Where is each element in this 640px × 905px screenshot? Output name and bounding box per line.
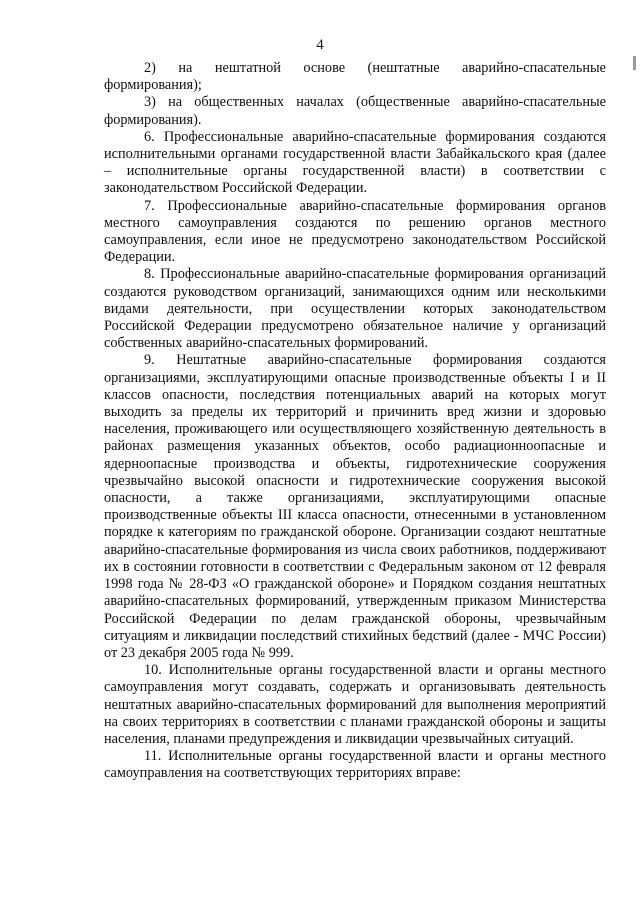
paragraph-clause-9: 9. Нештатные аварийно-спасательные формирования создаются организациями, эксплуатирующими опасные производственные объекты I и II классов опасности, последствия потенциальных аварий на которых могут выходить за пределы их территорий и причинить вред жизни и здоровью населения, проживающего или осуществляющего хозяйственную деятельность в районах размещения указанных объектов, особо радиационноопасные и ядерноопасные производства и объекты, гидротехнические сооружения чрезвычайно высокой опасности и гидротехнические сооружения высокой опасности, а также организациями, эксплуатирующими опасные производственные объекты III класса опасности, отнесенными в установленном порядке к категориям по гражданской обороне. Организации создают нештатные аварийно-спасательные формирования из числа своих работников, поддерживают их в состоянии готовности в соответствии с Федеральным законом от 12 февраля 1998 года № 28-ФЗ «О гражданской обороне» и Порядком создания нештатных аварийно-спасательных формирований, утвержденным приказом Министерства Российской Федерации по делам гражданской обороны, чрезвычайным ситуациям и ликвидации последствий стихийных бедствий (далее - МЧС России) от 23 декабря 2005 года № 999. (104, 352, 606, 661)
paragraph-clause-7: 7. Профессиональные аварийно-спасательные формирования органов местного самоуправления создаются по решению органов местного самоуправления, если иное не предусмотрено законодательством Российской Федерации. (104, 197, 606, 266)
paragraph-item-2: 2) на нештатной основе (нештатные аварийно-спасательные формирования); (104, 60, 606, 94)
scan-edge-mark (633, 56, 636, 70)
paragraph-clause-8: 8. Профессиональные аварийно-спасательные формирования организаций создаются руководством организаций, занимающихся одним или несколькими видами деятельности, при осуществлении которых законодательством Российской Федерации предусмотрено обязательное наличие у организаций собственных аварийно-спасательных формирований. (104, 266, 606, 352)
paragraph-clause-11: 11. Исполнительные органы государственной власти и органы местного самоуправления на соответствующих территориях вправе: (104, 748, 606, 782)
paragraph-item-3: 3) на общественных началах (общественные аварийно-спасательные формирования). (104, 94, 606, 128)
paragraph-clause-6: 6. Профессиональные аварийно-спасательные формирования создаются исполнительными органами государственной власти Забайкальского края (далее – исполнительные органы государственной власти) в соответствии с законодательством Российской Федерации. (104, 128, 606, 197)
paragraph-clause-10: 10. Исполнительные органы государственной власти и органы местного самоуправления могут создавать, содержать и организовывать деятельность нештатных аварийно-спасательных формирований для выполнения мероприятий на своих территориях в соответствии с планами гражданской обороны и защиты населения, планами предупреждения и ликвидации чрезвычайных ситуаций. (104, 662, 606, 747)
document-body (104, 60, 606, 783)
page-number: 4 (316, 37, 324, 53)
